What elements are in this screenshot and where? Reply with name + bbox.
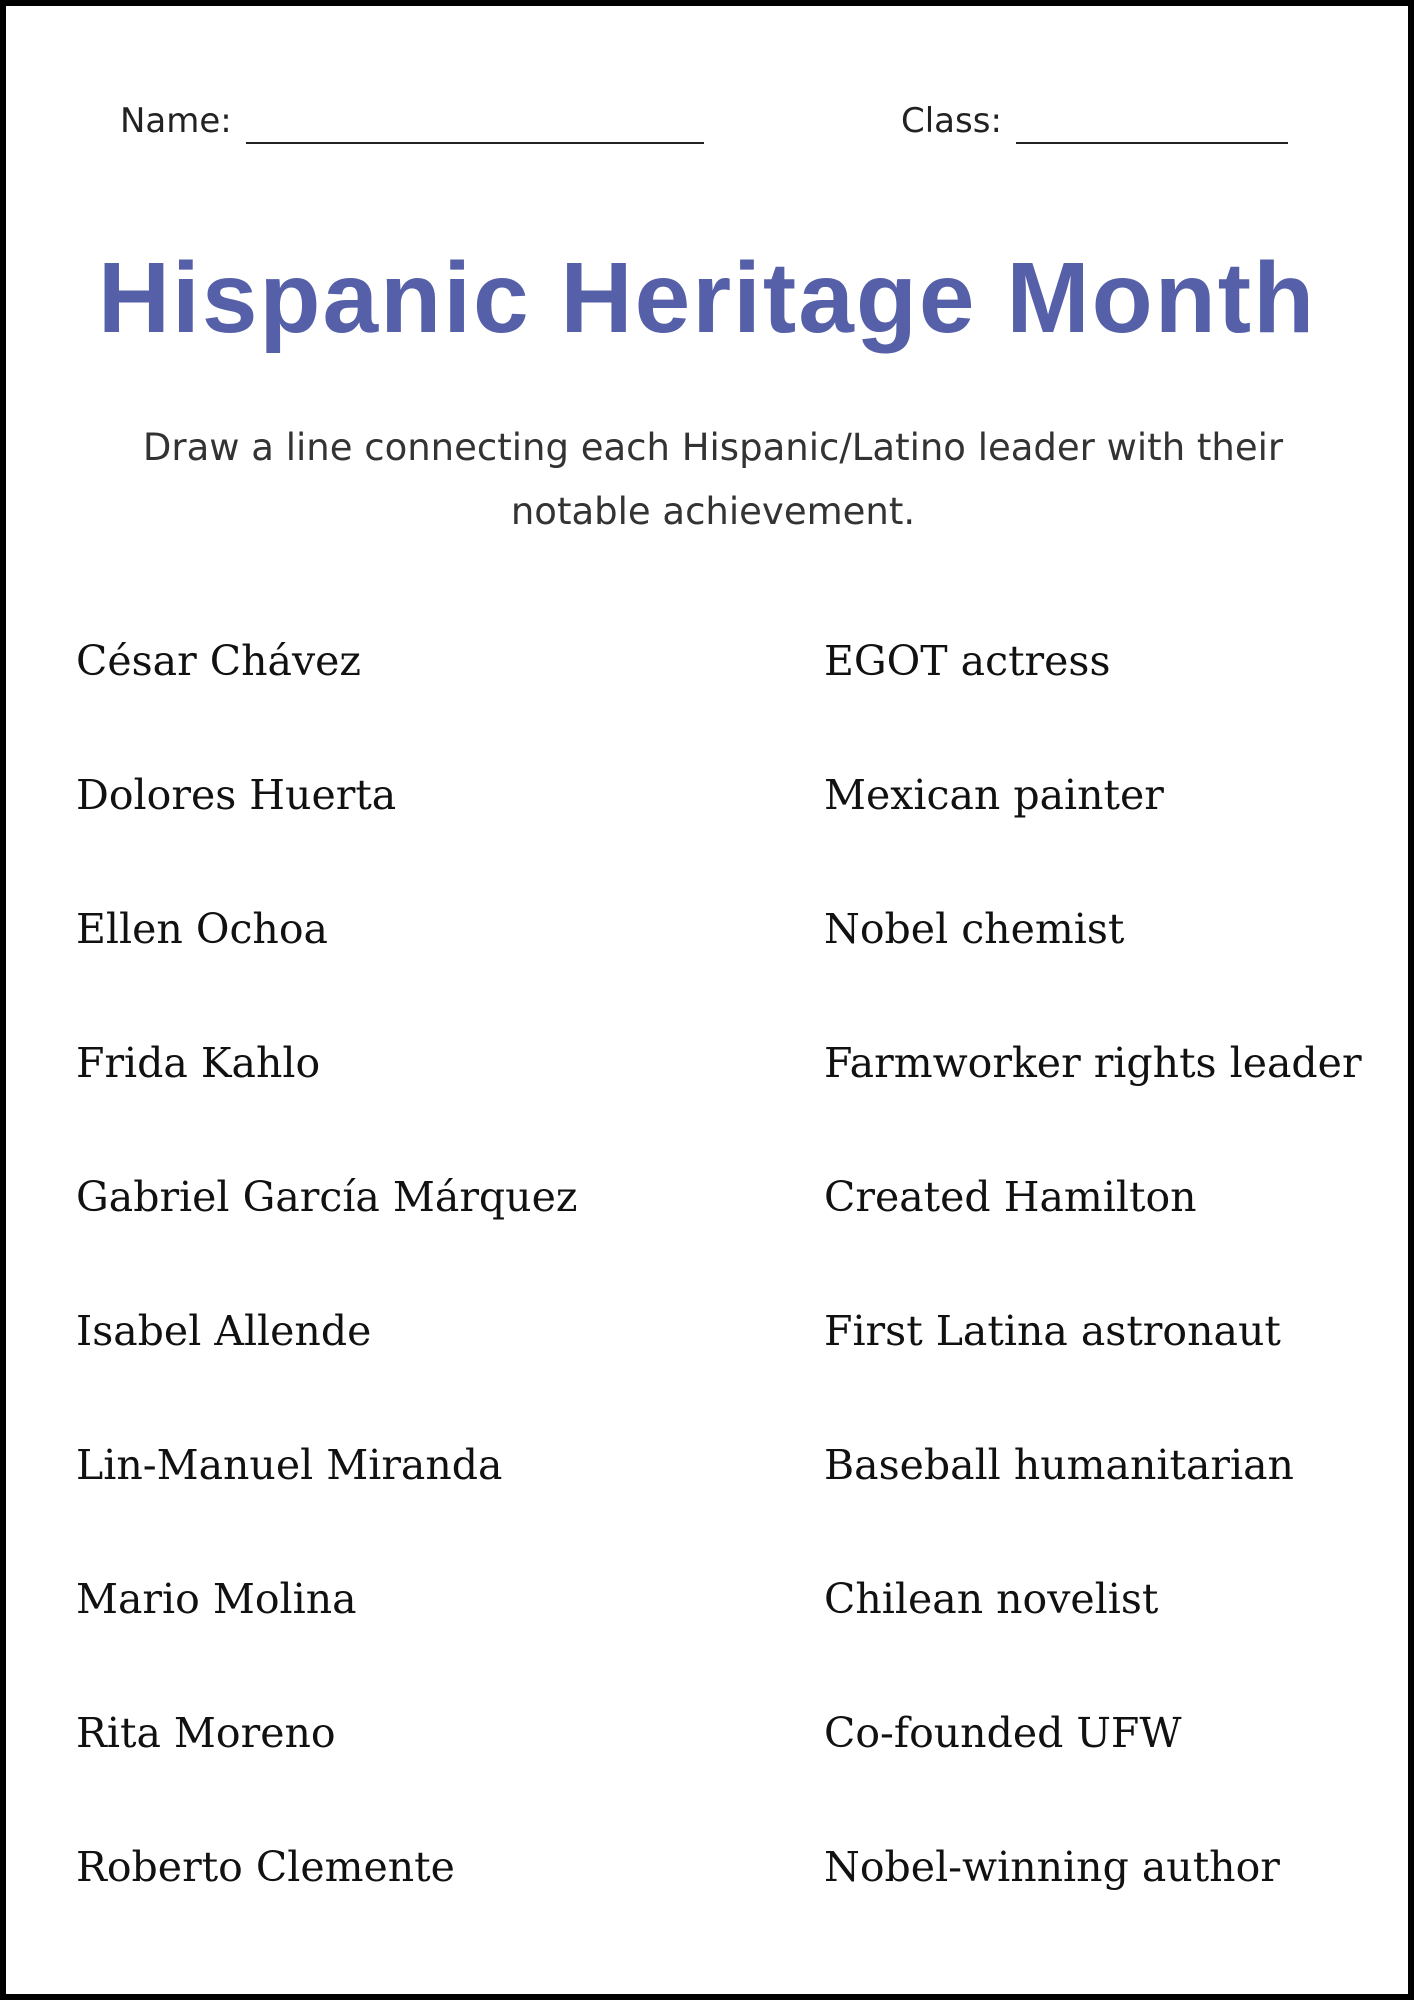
leader-item: César Chávez xyxy=(76,637,361,685)
leader-item: Isabel Allende xyxy=(76,1307,372,1355)
achievement-item: Farmworker rights leader xyxy=(824,1039,1362,1087)
leader-item: Lin-Manuel Miranda xyxy=(76,1441,503,1489)
header-row xyxy=(6,98,1408,148)
class-label: Class: xyxy=(901,101,1002,141)
name-label: Name: xyxy=(120,101,232,141)
achievement-item: Chilean novelist xyxy=(824,1575,1159,1623)
achievement-item: First Latina astronaut xyxy=(824,1307,1281,1355)
achievement-item: Nobel chemist xyxy=(824,905,1125,953)
achievement-item: Mexican painter xyxy=(824,771,1164,819)
achievement-item: Baseball humanitarian xyxy=(824,1441,1294,1489)
achievements-column xyxy=(824,626,1414,1966)
name-blank-line[interactable] xyxy=(246,100,704,144)
leader-item: Rita Moreno xyxy=(76,1709,336,1757)
instructions: Draw a line connecting each Hispanic/Latino leader with their notable achievement. xyxy=(142,426,1284,533)
leaders-column xyxy=(76,626,716,1966)
leader-item: Roberto Clemente xyxy=(76,1843,455,1891)
leader-item: Gabriel García Márquez xyxy=(76,1173,578,1221)
achievement-item: Created Hamilton xyxy=(824,1173,1197,1221)
leader-item: Frida Kahlo xyxy=(76,1039,321,1087)
class-blank-line[interactable] xyxy=(1016,100,1288,144)
leader-item: Dolores Huerta xyxy=(76,771,397,819)
page-title: Hispanic Heritage Month xyxy=(97,242,1317,354)
name-field xyxy=(120,98,704,144)
class-field xyxy=(901,98,1288,144)
leader-item: Ellen Ochoa xyxy=(76,905,328,953)
achievement-item: EGOT actress xyxy=(824,637,1111,685)
achievement-item: Co-founded UFW xyxy=(824,1709,1182,1757)
achievement-item: Nobel-winning author xyxy=(824,1843,1280,1891)
leader-item: Mario Molina xyxy=(76,1575,357,1623)
